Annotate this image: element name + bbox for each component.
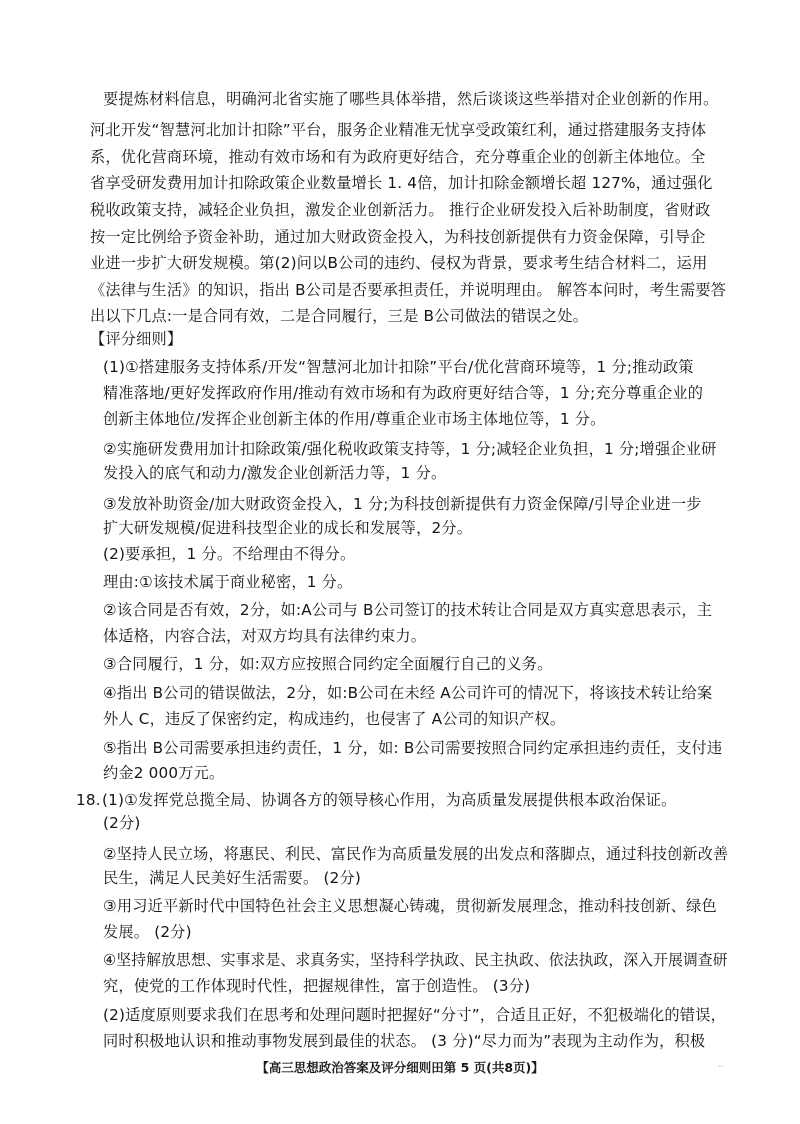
q17-p2-line-8: ⑤指出 B公司需要承担违约责任，1 分，如: B公司需要按照合同约定承担违约责任，支付违 xyxy=(103,739,723,757)
q17-p1-line-2: 精准落地/更好发挥政府作用/推动有效市场和有为政府更好结合等，1 分;充分尊重企业的 xyxy=(103,384,704,402)
intro-line-6: 按一定比例给予资金补助，通过加大财政资金投入，为科技创新提供有力资金保障，引导企 xyxy=(90,228,706,246)
page-footer: 【高三思想政治答案及评分细则田第 5 页(共8页)】 xyxy=(256,1060,544,1075)
q18-line-4: 民生，满足人民美好生活需要。 (2分) xyxy=(103,869,361,887)
q17-p2-line-7: 外人 C，违反了保密约定，构成违约，也侵害了 A公司的知识产权。 xyxy=(103,710,566,728)
q18-number: 18. xyxy=(76,791,101,809)
q17-p1-line-1: (1)①搭建服务支持体系/开发“智慧河北加计扣除”平台/优化营商环境等，1 分;推动政策 xyxy=(103,358,694,376)
intro-line-9: 出以下几点:一是合同有效，二是合同履行，三是 B公司做法的错误之处。 xyxy=(90,307,588,325)
q18-line-7: ④坚持解放思想、实事求是、求真务实，坚持科学执政、民主执政、依法执政，深入开展调查研 xyxy=(103,951,728,969)
q18-line-1: (1)①发挥党总揽全局、协调各方的领导核心作用，为高质量发展提供根本政治保证。 xyxy=(102,791,677,809)
intro-line-8: 《法律与生活》的知识，指出 B公司是否要承担责任，并说明理由。 解答本问时，考生需要答 xyxy=(90,281,727,299)
q17-p1-line-6: ③发放补助资金/加大财政资金投入，1 分;为科技创新提供有力资金保障/引导企业进一步 xyxy=(103,495,702,513)
q17-p1-line-4: ②实施研发费用加计扣除政策/强化税收政策支持等，1 分;减轻企业负担，1 分;增强企业研 xyxy=(103,440,717,458)
intro-line-5: 税收政策支持，减轻企业负担，激发企业创新活力。 推行企业研发投入后补助制度，省财政 xyxy=(90,201,711,219)
q18-line-5: ③用习近平新时代中国特色社会主义思想凝心铸魂，贯彻新发展理念，推动科技创新、绿色 xyxy=(103,897,717,915)
q17-p2-line-5: ③合同履行，1 分，如:双方应按照合同约定全面履行自己的义务。 xyxy=(103,655,553,673)
intro-line-2: 河北开发“智慧河北加计扣除”平台，服务企业精准无忧享受政策红利，通过搭建服务支持体 xyxy=(90,121,707,139)
q17-p1-line-7: 扩大研发规模/促进科技型企业的成长和发展等，2分。 xyxy=(103,519,473,537)
q17-p2-line-4: 体适格，内容合法，对双方均具有法律约束力。 xyxy=(103,627,427,645)
q18-line-6: 发展。 (2分) xyxy=(103,923,192,941)
intro-line-7: 业进一步扩大研发规模。第(2)问以B公司的违约、侵权为背景，要求考生结合材料二，运用 xyxy=(90,254,708,272)
q17-p2-line-6: ④指出 B公司的错误做法，2分，如:B公司在未经 A公司许可的情况下，将该技术转让给案 xyxy=(103,684,713,702)
intro-line-3: 系，优化营商环境，推动有效市场和有为政府更好结合，充分尊重企业的创新主体地位。全 xyxy=(90,148,706,166)
q18-line-8: 究，使党的工作体现时代性，把握规律性，富于创造性。 (3分) xyxy=(103,977,531,995)
q17-p1-line-5: 发投入的底气和动力/激发企业创新活力等，1 分。 xyxy=(103,464,447,482)
q17-p2-line-3: ②该合同是否有效，2分，如:A公司与 B公司签订的技术转让合同是双方真实意思表示，主 xyxy=(103,601,713,619)
q18-line-9: (2)适度原则要求我们在思考和处理问题时把握好“分寸”，合适且正好，不犯极端化的错误， xyxy=(103,1006,726,1024)
q17-p2-line-2: 理由:①该技术属于商业秘密，1 分。 xyxy=(103,573,353,591)
q18-line-10: 同时积极地认识和推动事物发展到最佳的状态。 (3 分)“尽力而为”表现为主动作为，积极 xyxy=(103,1032,706,1050)
intro-line-4: 省享受研发费用加计扣除政策企业数量增长 1. 4倍，加计扣除金额增长超 127%，通过强化 xyxy=(90,174,713,192)
q17-p1-line-3: 创新主体地位/发挥企业创新主体的作用/尊重企业市场主体地位等，1 分。 xyxy=(103,410,606,428)
scoring-title: 【评分细则】 xyxy=(90,330,183,348)
q18-line-3: ②坚持人民立场，将惠民、利民、富民作为高质量发展的出发点和落脚点，通过科技创新改善 xyxy=(103,845,729,863)
q17-p2-line-9: 约金2 000万元。 xyxy=(103,764,225,782)
q18-line-2: (2分) xyxy=(103,814,141,832)
intro-line-1: 要提炼材料信息，明确河北省实施了哪些具体举措，然后谈谈这些举措对企业创新的作用。 xyxy=(103,90,719,108)
scan-speck: ·· xyxy=(718,1062,724,1071)
q17-p2-line-1: (2)要承担，1 分。不给理由不得分。 xyxy=(103,545,356,563)
